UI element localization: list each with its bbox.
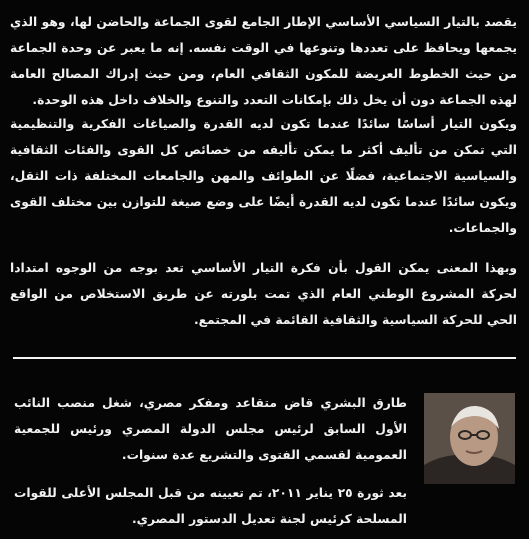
author-photo <box>424 393 515 484</box>
author-portrait-icon <box>424 393 515 484</box>
author-bio-2: بعد ثورة ٢٥ يناير ٢٠١١، تم تعيينه من قبل المجلس الأعلى للقوات المسلحة كرئيس لجنة تعديل الدستور المصري. <box>14 486 407 526</box>
author-bio-1: طارق البشري قاض متقاعد ومفكر مصري، شغل منصب النائب الأول السابق لرئيس مجلس الدولة المصري ورئيس للجمعية العمومية لقسمي الفتوى والتشريع عدة سنوات. <box>14 396 407 462</box>
body-paragraph-1: يقصد بالتيار السياسي الأساسي الإطار الجامع لقوى الجماعة والحاضن لها، وهو الذي يجمعها ويحافظ على تعددها وتنوعها في الوقت نفسه. إنه ما يعبر عن وحدة الجماعة من حيث الخطوط العريضة للمكون الثقافي العام، ومن حيث إدراك المصالح العامة لهذه الجماعة دون أن يخل ذلك بإمكانات التعدد والتنوع والخلاف داخل هذه الوحدة. <box>10 15 517 107</box>
body-paragraph-2: ويكون التيار أساسًا سائدًا عندما تكون لديه القدرة والصياغات الفكرية والتنظيمية التي تمكن من تأليف أكثر ما يمكن تأليفه من خصائص كل القوى والفئات الثقافية والسياسية الاجتماعية، فضلًا عن الطوائف والمهن والجامعات المختلفة ذات الثقل، ويكون سائدًا عندما تكون لديه القدرة أيضًا على وضع صيغة للتوازن بين مختلف القوى والجماعات. <box>10 117 517 235</box>
section-divider <box>13 357 516 359</box>
body-paragraph-3: وبهذا المعنى يمكن القول بأن فكرة التيار الأساسي تعد بوجه من الوجوه امتدادا لحركة المشروع الوطني العام الذي تمت بلورته عن طريق الاستخلاص من الواقع الحي للحركة السياسية والثقافية القائمة في المجتمع. <box>10 261 517 327</box>
